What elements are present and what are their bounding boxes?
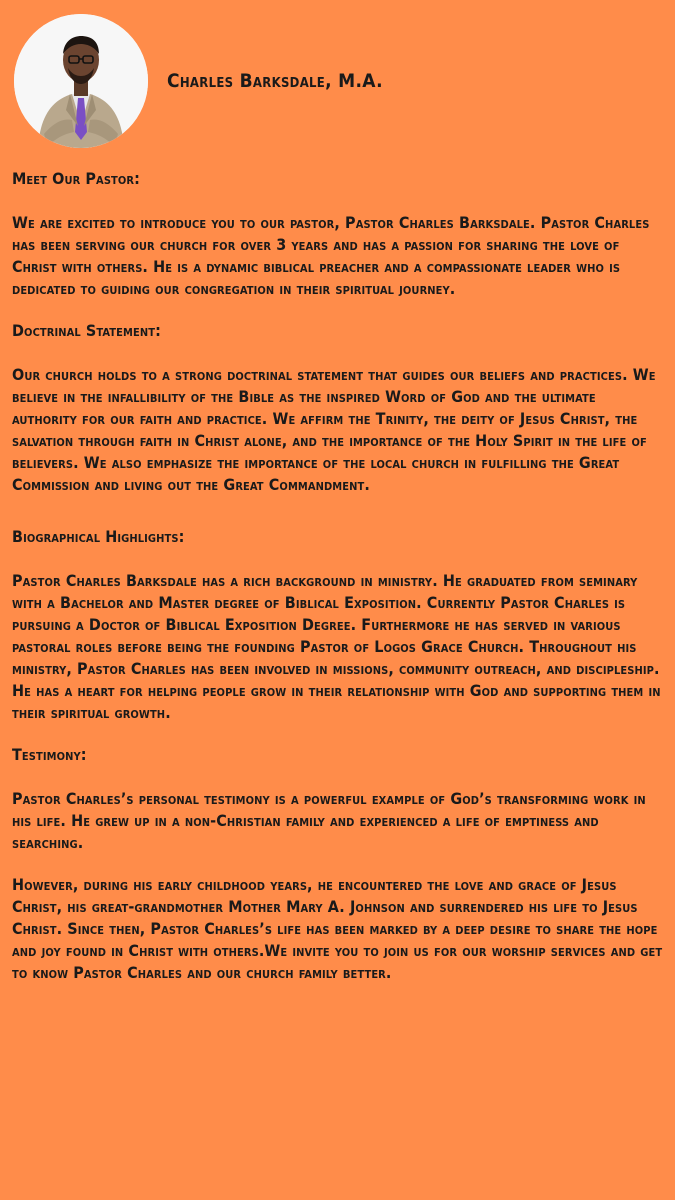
meet-paragraph: We are excited to introduce you to our pastor, Pastor Charles Barksdale. Pastor Charles has been serving our church for over 3 years and has a passion for sharing the love of Christ with others. He is a dynamic biblical preacher and a compassionate leader who is dedicated to guiding our congregation in their spiritual journey. xyxy=(12,213,650,298)
meet-heading: Meet Our Pastor: xyxy=(12,169,140,188)
bio-paragraph: Pastor Charles Barksdale has a rich background in ministry. He graduated from seminary with a Bachelor and Master degree of Biblical Exposition. Currently Pastor Charles is pursuing a Doctor of Biblical Exposition Degree. Furthermore he has served in various pastoral roles before being the founding Pastor of Logos Grace Church. Throughout his ministry, Pastor Charles has been involved in missions, community outreach, and discipleship. He has a heart for helping people grow in their relationship with God and supporting them in their spiritual growth. xyxy=(12,571,661,722)
doctrine-heading: Doctrinal Statement: xyxy=(12,321,161,340)
bio-content xyxy=(12,168,663,1004)
testimony-paragraph-2: However, during his early childhood years, he encountered the love and grace of Jesus Christ, his great-grandmother Mother Mary A. Johnson and surrendered his life to Jesus Christ. Since then, Pastor Charles’s life has been marked by a deep desire to share the hope and joy found in Christ with others.We invite you to join us for our worship services and get to know Pastor Charles and our church family better. xyxy=(12,875,663,982)
testimony-heading: Testimony: xyxy=(12,745,87,764)
pastor-photo xyxy=(14,14,148,148)
pastor-name: Charles Barksdale, M.A. xyxy=(167,70,383,92)
pastor-portrait-image xyxy=(14,14,148,148)
testimony-paragraph-1: Pastor Charles’s personal testimony is a powerful example of God’s transforming work in his life. He grew up in a non-Christian family and experienced a life of emptiness and searching. xyxy=(12,789,646,852)
bio-heading: Biographical Highlights: xyxy=(12,527,185,546)
doctrine-paragraph: Our church holds to a strong doctrinal statement that guides our beliefs and practices. We believe in the infallibility of the Bible as the inspired Word of God and the ultimate authority for our faith and practice. We affirm the Trinity, the deity of Jesus Christ, the salvation through faith in Christ alone, and the importance of the Holy Spirit in the life of believers. We also emphasize the importance of the local church in fulfilling the Great Commission and living out the Great Commandment. xyxy=(12,365,656,494)
